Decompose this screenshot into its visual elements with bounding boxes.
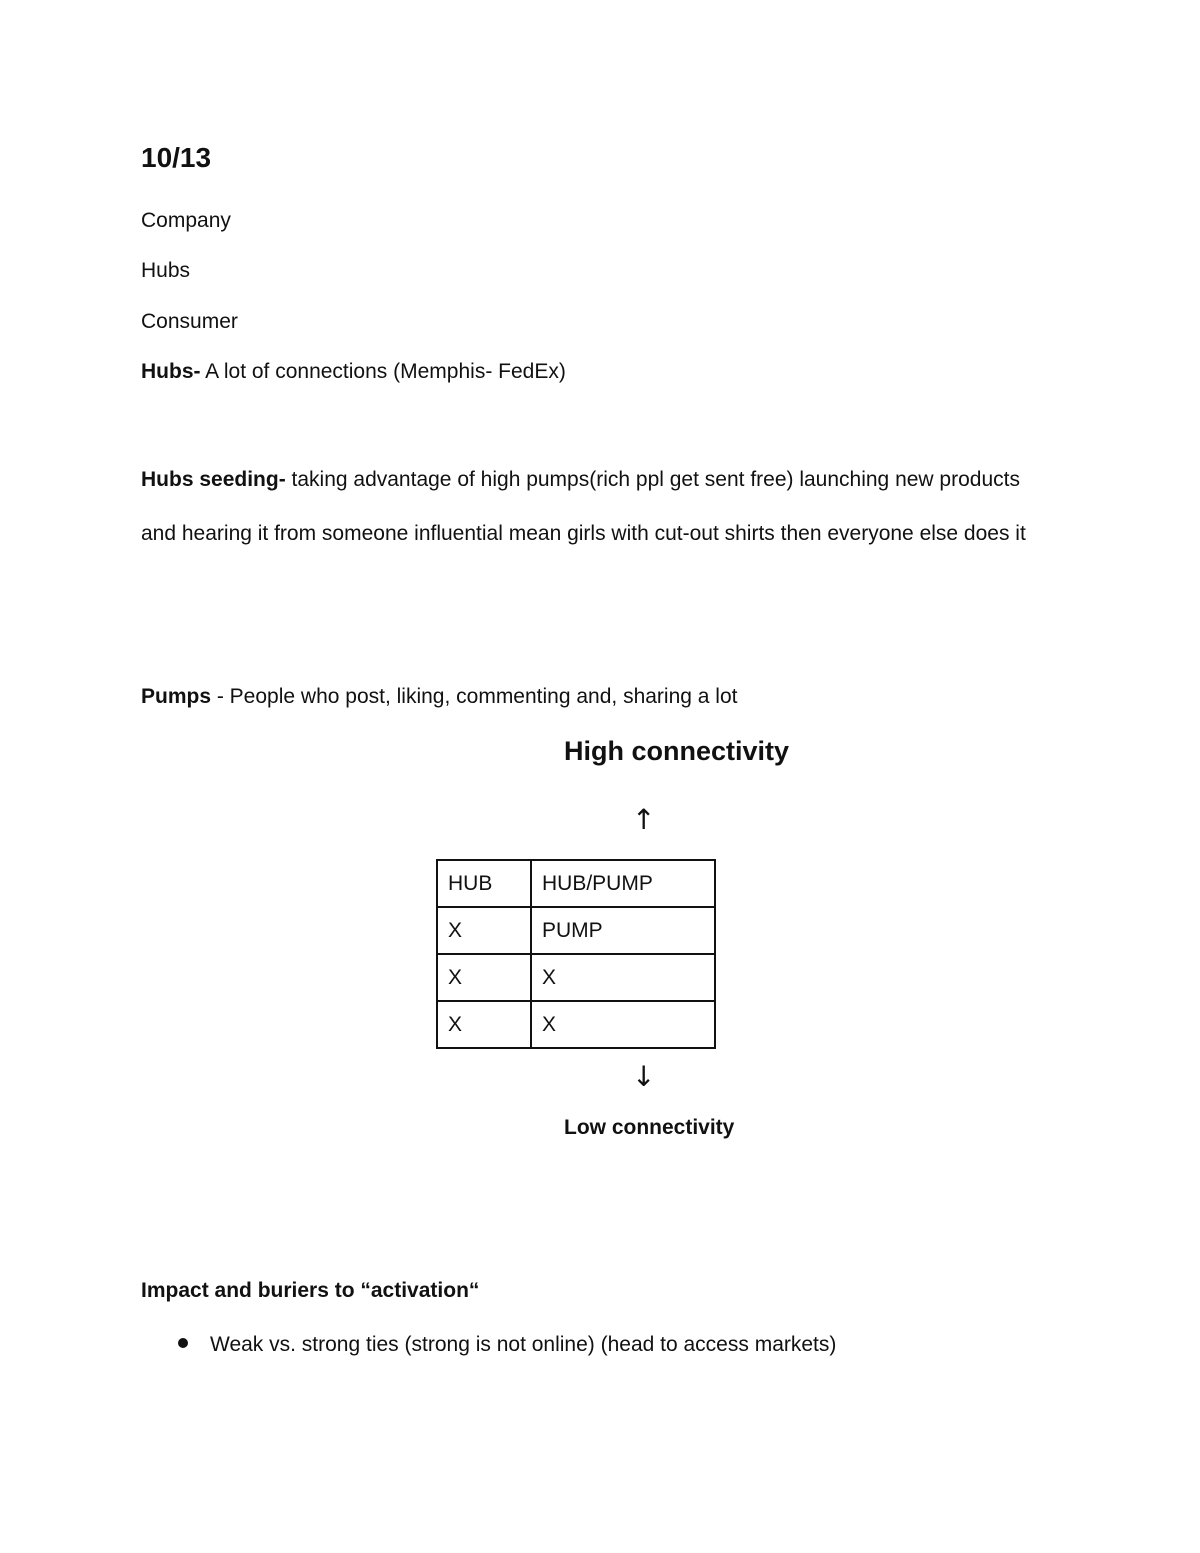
line-company: Company <box>141 209 231 232</box>
pumps-text: - People who post, liking, commenting and, sharing a lot <box>211 685 738 708</box>
line-hubs: Hubs <box>141 259 191 282</box>
hubs-definition <box>141 360 566 384</box>
table-row <box>437 1001 715 1048</box>
table-cell: X <box>437 954 531 1001</box>
table-row <box>437 954 715 1001</box>
table-cell: X <box>437 1001 531 1048</box>
hubs-text: A lot of connections (Memphis- FedEx) <box>200 360 566 383</box>
line-consumer: Consumer <box>141 310 238 333</box>
pumps-definition <box>141 685 737 709</box>
table-cell: X <box>531 954 715 1001</box>
pumps-term: Pumps <box>141 685 212 708</box>
table-cell: PUMP <box>531 907 715 954</box>
high-connectivity-label: High connectivity <box>564 736 790 766</box>
table-row <box>437 860 715 907</box>
bullet-item: Weak vs. strong ties (strong is not online) (head to access markets) <box>210 1333 837 1356</box>
impact-heading: Impact and buriers to “activation“ <box>141 1279 480 1302</box>
table-cell: HUB <box>437 860 531 907</box>
up-arrow-icon: ↑ <box>632 803 656 836</box>
table-row <box>437 907 715 954</box>
hubs-seeding-term: Hubs seeding- <box>141 468 286 491</box>
bullet-icon <box>178 1338 188 1348</box>
down-arrow-icon: ↓ <box>632 1060 656 1093</box>
hubs-term: Hubs- <box>141 360 201 383</box>
bullet-list <box>178 1333 836 1357</box>
table-cell: HUB/PUMP <box>531 860 715 907</box>
page-title: 10/13 <box>141 142 212 173</box>
table-cell: X <box>437 907 531 954</box>
table-cell: X <box>531 1001 715 1048</box>
hub-pump-table <box>436 859 716 1049</box>
low-connectivity-label: Low connectivity <box>564 1116 735 1139</box>
hubs-seeding-paragraph <box>141 453 1041 561</box>
hubs-seeding-text: taking advantage of high pumps(rich ppl get sent free) launching new products and hearing it from someone influential mean girls with cut-out shirts then everyone else does it <box>141 468 1026 545</box>
hub-pump-table-body <box>437 860 715 1048</box>
